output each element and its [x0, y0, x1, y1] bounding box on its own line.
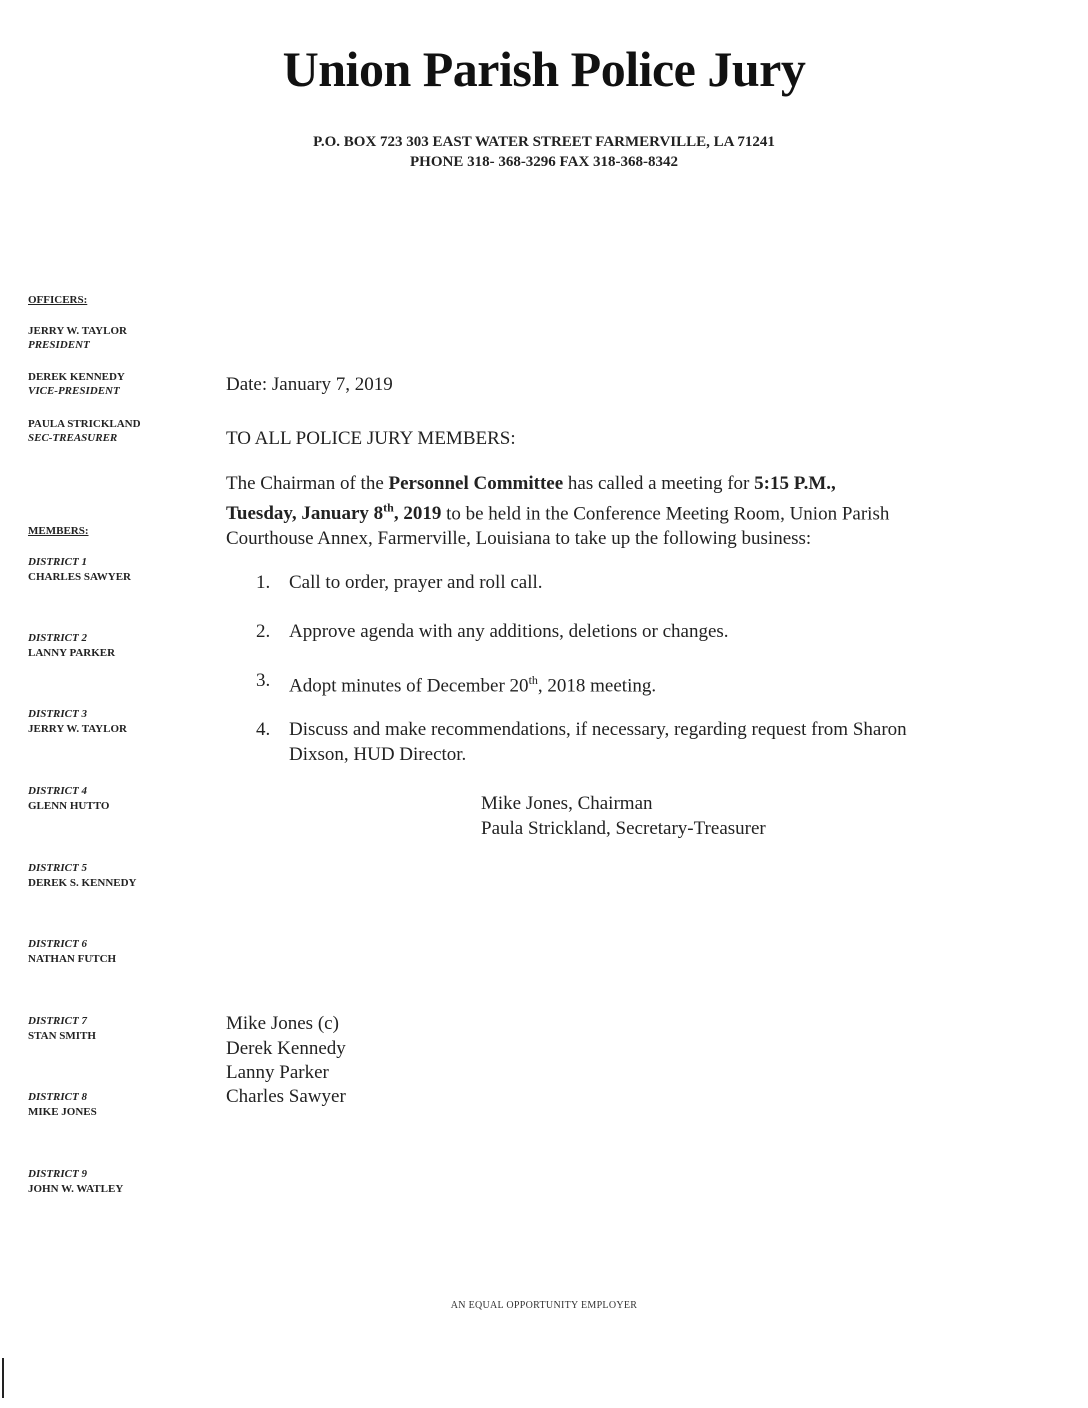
member-district: DISTRICT 2	[28, 632, 87, 644]
officer-role: VICE-PRESIDENT	[28, 385, 120, 397]
members-heading: MEMBERS:	[28, 525, 89, 537]
agenda-item-text: Discuss and make recommendations, if necessary, regarding request from Sharon Dixson, HUD Director.	[289, 719, 907, 765]
address-line: P.O. BOX 723 303 EAST WATER STREET FARMERVILLE, LA 71241	[313, 134, 775, 150]
officer-name: PAULA STRICKLAND	[28, 418, 141, 430]
officer-role: PRESIDENT	[28, 339, 90, 351]
agenda-item-number: 2.	[256, 621, 271, 642]
agenda-item-text-part: , 2018 meeting.	[537, 675, 657, 697]
intro-text: to be held in the Conference Meeting Room, Union Parish Courthouse Annex, Farmerville, Louisiana to take up the following business:	[226, 503, 890, 550]
letter-intro	[226, 471, 966, 551]
agenda-item-number: 4.	[256, 719, 271, 740]
signature-chairman: Mike Jones, Chairman	[481, 793, 653, 814]
member-name: CHARLES SAWYER	[28, 571, 131, 583]
member-name: NATHAN FUTCH	[28, 953, 117, 965]
intro-text: has called a meeting for	[563, 473, 755, 494]
member-district: DISTRICT 1	[28, 556, 87, 568]
meeting-day	[226, 503, 441, 524]
agenda-item	[256, 717, 956, 767]
member-name: GLENN HUTTO	[28, 800, 110, 812]
agenda-item-text-part: Adopt minutes of December 20	[289, 675, 529, 697]
member-district: DISTRICT 4	[28, 785, 87, 797]
member-district: DISTRICT 5	[28, 862, 87, 874]
officer-name: JERRY W. TAYLOR	[28, 325, 127, 337]
scan-edge-mark	[2, 1358, 4, 1398]
committee-member: Lanny Parker	[226, 1062, 329, 1083]
letter-salutation: TO ALL POLICE JURY MEMBERS:	[226, 428, 516, 449]
member-district: DISTRICT 9	[28, 1168, 87, 1180]
member-name: MIKE JONES	[28, 1106, 97, 1118]
agenda-item-sup: th	[528, 673, 538, 687]
member-district: DISTRICT 7	[28, 1015, 87, 1027]
agenda-item-text: Call to order, prayer and roll call.	[289, 572, 543, 593]
meeting-time: 5:15 P.M.,	[754, 473, 836, 494]
letter-date: Date: January 7, 2019	[226, 374, 393, 395]
committee-member: Mike Jones (c)	[226, 1013, 339, 1034]
member-name: STAN SMITH	[28, 1030, 96, 1042]
meeting-day-sup: th	[383, 501, 394, 515]
member-name: JERRY W. TAYLOR	[28, 723, 127, 735]
letterhead-title: Union Parish Police Jury	[282, 41, 806, 97]
officer-role: SEC-TREASURER	[28, 432, 118, 444]
committee-member: Charles Sawyer	[226, 1086, 346, 1107]
member-district: DISTRICT 6	[28, 938, 87, 950]
meeting-day-text: Tuesday, January 8	[226, 503, 384, 525]
footer-employer-note: AN EQUAL OPPORTUNITY EMPLOYER	[450, 1300, 638, 1311]
member-name: LANNY PARKER	[28, 647, 116, 659]
agenda-item-text: Approve agenda with any additions, deletions or changes.	[289, 621, 729, 642]
agenda-item-text	[289, 668, 939, 698]
member-name: JOHN W. WATLEY	[28, 1183, 124, 1195]
member-name: DEREK S. KENNEDY	[28, 877, 137, 889]
agenda-item-number: 1.	[256, 572, 271, 593]
officers-heading: OFFICERS:	[28, 294, 88, 306]
committee-name: Personnel Committee	[388, 473, 564, 494]
member-district: DISTRICT 3	[28, 708, 87, 720]
member-district: DISTRICT 8	[28, 1091, 87, 1103]
signature-secretary: Paula Strickland, Secretary-Treasurer	[481, 818, 766, 839]
committee-member: Derek Kennedy	[226, 1038, 346, 1059]
agenda-item-number: 3.	[256, 670, 271, 691]
officer-name: DEREK KENNEDY	[28, 371, 125, 383]
phone-line: PHONE 318- 368-3296 FAX 318-368-8342	[409, 154, 679, 170]
intro-text: The Chairman of the	[226, 473, 389, 494]
meeting-year: , 2019	[393, 503, 442, 525]
